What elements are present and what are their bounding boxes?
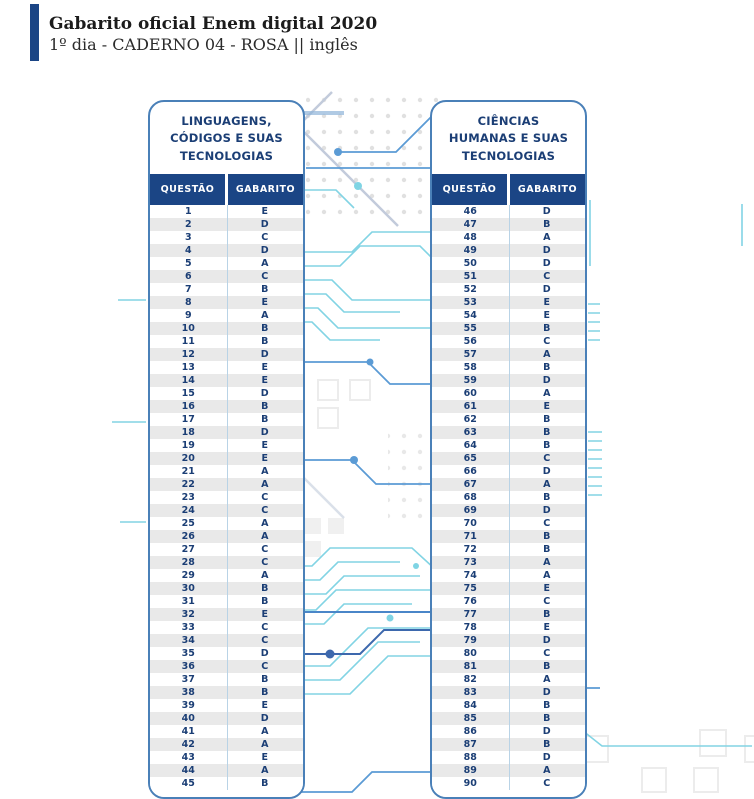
answer-letter: D [542,686,551,698]
answer-letter: C [543,517,551,529]
answer-letter: D [542,374,551,386]
answer-letter: E [261,374,268,386]
answer-letter: C [261,270,269,282]
question-number: 77 [463,608,477,620]
question-number: 39 [181,699,195,711]
answer-letter: C [261,634,269,646]
question-number: 24 [181,504,195,516]
question-number: 10 [181,322,195,334]
answer-letter: A [261,465,269,477]
question-number: 26 [181,530,195,542]
answer-letter: A [261,517,269,529]
answer-letter: B [543,491,551,503]
table-body [150,205,303,797]
answer-letter: A [261,725,269,737]
answer-letter: D [260,218,269,230]
answer-letter: C [543,595,551,607]
question-number: 34 [181,634,195,646]
question-number: 44 [181,764,195,776]
answer-letter: D [542,634,551,646]
answer-letter: A [261,309,269,321]
question-number: 52 [463,283,477,295]
question-number: 87 [463,738,477,750]
question-number: 7 [184,283,192,295]
answer-letter: E [261,361,268,373]
column-header-questao: QUESTÃO [150,174,225,205]
answer-letter: A [543,348,551,360]
question-number: 30 [181,582,195,594]
answer-letter: B [261,582,269,594]
answer-letter: E [261,452,268,464]
answer-letter: E [543,309,550,321]
answer-letter: C [543,335,551,347]
question-number: 89 [463,764,477,776]
table-header [432,174,585,205]
column-divider [509,205,510,790]
answer-letter: D [542,504,551,516]
answer-letter: B [543,699,551,711]
answer-letter: D [260,647,269,659]
answer-letter: B [543,712,551,724]
answer-letter: D [542,257,551,269]
question-number: 64 [463,439,477,451]
answer-letter: B [543,660,551,672]
question-number: 51 [463,270,477,282]
answer-letter: C [261,231,269,243]
answer-letter: B [543,608,551,620]
question-number: 1 [184,205,192,217]
answer-letter: B [261,283,269,295]
question-number: 65 [463,452,477,464]
question-number: 23 [181,491,195,503]
answer-letter: C [543,647,551,659]
table-header [150,174,303,205]
answer-letter: B [543,426,551,438]
question-number: 2 [184,218,192,230]
question-number: 53 [463,296,477,308]
answer-letter: B [261,400,269,412]
question-number: 12 [181,348,195,360]
question-number: 86 [463,725,477,737]
question-number: 18 [181,426,195,438]
question-number: 76 [463,595,477,607]
answer-letter: E [261,608,268,620]
answer-letter: B [261,686,269,698]
question-number: 31 [181,595,195,607]
page-header [30,4,377,61]
answer-letter: A [261,738,269,750]
question-number: 61 [463,400,477,412]
question-number: 47 [463,218,477,230]
answer-letter: C [261,491,269,503]
question-number: 83 [463,686,477,698]
question-number: 25 [181,517,195,529]
question-number: 80 [463,647,477,659]
question-number: 16 [181,400,195,412]
question-number: 43 [181,751,195,763]
question-number: 62 [463,413,477,425]
question-number: 14 [181,374,195,386]
answer-letter: C [543,777,551,789]
answer-letter: C [261,543,269,555]
column-header-questao: QUESTÃO [432,174,507,205]
answer-letter: D [542,751,551,763]
question-number: 75 [463,582,477,594]
answer-letter: A [543,764,551,776]
answer-letter: E [261,296,268,308]
question-number: 36 [181,660,195,672]
question-number: 68 [463,491,477,503]
question-number: 55 [463,322,477,334]
question-number: 13 [181,361,195,373]
answer-letter: B [543,218,551,230]
question-number: 90 [463,777,477,789]
answer-letter: E [261,751,268,763]
table-title: CIÊNCIAS HUMANAS E SUAS TECNOLOGIAS [448,114,569,163]
answer-letter: A [543,673,551,685]
page-subtitle: 1º dia - CADERNO 04 - ROSA || inglês [49,35,358,55]
question-number: 11 [181,335,195,347]
answer-letter: D [260,244,269,256]
question-number: 19 [181,439,195,451]
answer-letter: E [261,205,268,217]
page-title: Gabarito oficial Enem digital 2020 [49,14,378,34]
question-number: 42 [181,738,195,750]
question-number: 78 [463,621,477,633]
answer-letter: A [261,478,269,490]
answer-letter: B [543,738,551,750]
answer-letter: D [542,465,551,477]
question-number: 63 [463,426,477,438]
question-number: 50 [463,257,477,269]
question-number: 72 [463,543,477,555]
question-number: 48 [463,231,477,243]
accent-bar [30,4,39,61]
answer-letter: B [261,673,269,685]
question-number: 40 [181,712,195,724]
question-number: 69 [463,504,477,516]
question-number: 88 [463,751,477,763]
answer-letter: A [261,530,269,542]
column-header-gabarito: GABARITO [510,174,585,205]
answer-letter: D [260,387,269,399]
answer-letter: A [543,556,551,568]
question-number: 46 [463,205,477,217]
answer-letter: C [261,556,269,568]
question-number: 35 [181,647,195,659]
answer-letter: E [543,621,550,633]
answer-letter: E [543,582,550,594]
question-number: 5 [184,257,192,269]
answer-letter: B [261,595,269,607]
question-number: 21 [181,465,195,477]
answer-letter: C [543,270,551,282]
answer-letter: C [543,452,551,464]
answer-letter: D [542,725,551,737]
question-number: 6 [184,270,192,282]
answer-letter: B [261,777,269,789]
table-body [432,205,585,797]
question-number: 28 [181,556,195,568]
table-ciencias-humanas [430,100,587,799]
answer-letter: B [543,322,551,334]
answer-letter: A [261,569,269,581]
answer-letter: E [543,296,550,308]
answer-letter: B [543,361,551,373]
question-number: 20 [181,452,195,464]
question-number: 54 [463,309,477,321]
answer-letter: C [261,660,269,672]
question-number: 29 [181,569,195,581]
answer-letter: A [543,478,551,490]
question-number: 3 [184,231,192,243]
question-number: 58 [463,361,477,373]
question-number: 59 [463,374,477,386]
question-number: 22 [181,478,195,490]
question-number: 81 [463,660,477,672]
answer-letter: A [261,257,269,269]
answer-letter: D [542,244,551,256]
answer-letter: A [543,569,551,581]
answer-letter: D [542,283,551,295]
question-number: 38 [181,686,195,698]
answer-letter: D [260,712,269,724]
question-number: 8 [184,296,192,308]
answer-letter: B [261,322,269,334]
answer-letter: E [543,400,550,412]
answer-letter: D [542,205,551,217]
answer-letter: A [261,764,269,776]
question-number: 71 [463,530,477,542]
answer-letter: B [543,543,551,555]
answer-letter: B [543,530,551,542]
answer-letter: A [543,231,551,243]
question-number: 37 [181,673,195,685]
question-number: 4 [184,244,192,256]
answer-letter: B [543,413,551,425]
table-title: LINGUAGENS, CÓDIGOS E SUAS TECNOLOGIAS [170,114,283,163]
question-number: 15 [181,387,195,399]
question-number: 85 [463,712,477,724]
answer-letter: B [261,335,269,347]
column-header-gabarito: GABARITO [228,174,303,205]
question-number: 9 [184,309,192,321]
question-number: 73 [463,556,477,568]
column-divider [227,205,228,790]
question-number: 74 [463,569,477,581]
answer-letter: E [261,439,268,451]
question-number: 67 [463,478,477,490]
question-number: 60 [463,387,477,399]
answer-letter: D [260,348,269,360]
table-linguagens [148,100,305,799]
question-number: 84 [463,699,477,711]
answer-letter: E [261,699,268,711]
question-number: 79 [463,634,477,646]
answer-letter: C [261,504,269,516]
answer-letter: C [261,621,269,633]
question-number: 66 [463,465,477,477]
question-number: 70 [463,517,477,529]
question-number: 33 [181,621,195,633]
answer-letter: A [543,387,551,399]
answer-letter: D [260,426,269,438]
question-number: 82 [463,673,477,685]
question-number: 32 [181,608,195,620]
question-number: 49 [463,244,477,256]
answer-letter: B [261,413,269,425]
question-number: 27 [181,543,195,555]
question-number: 56 [463,335,477,347]
answer-letter: B [543,439,551,451]
question-number: 17 [181,413,195,425]
question-number: 41 [181,725,195,737]
question-number: 57 [463,348,477,360]
question-number: 45 [181,777,195,789]
